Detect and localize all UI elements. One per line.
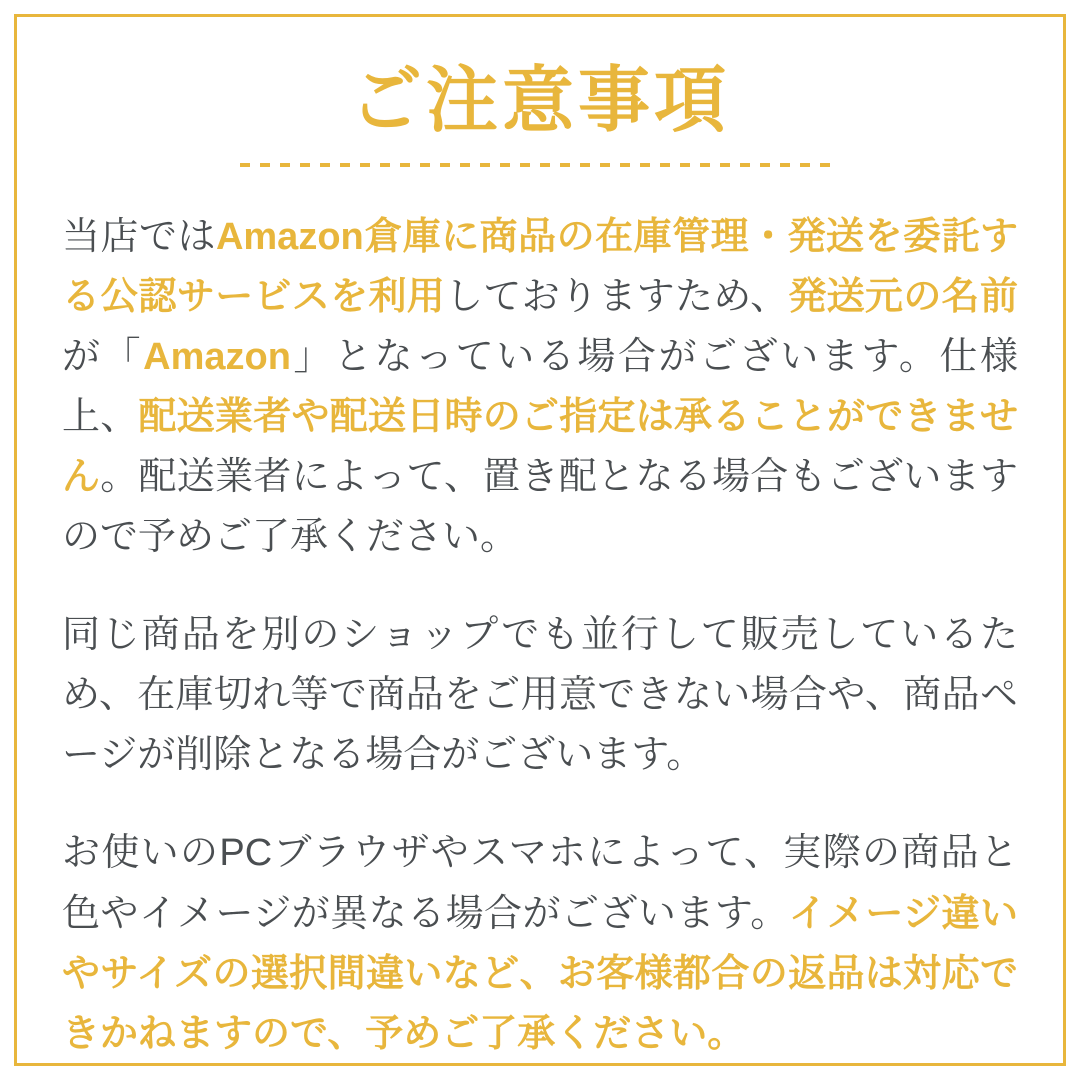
page-title: ご注意事項 — [349, 61, 730, 141]
text-run: Amazon倉庫に商品の在庫管理・発送を委託する公認サービスを利用 — [62, 216, 1018, 319]
text-run: Amazon — [143, 336, 291, 379]
paragraph-multi-shop-stock — [62, 605, 1018, 785]
text-run: お使いのPCブラウザやスマホによって、実際の商品と色やイメージが異なる場合がございます。 — [62, 832, 1018, 935]
notice-body — [62, 207, 1018, 1063]
notice-content — [62, 44, 1018, 1064]
text-run: しておりますため、 — [445, 276, 789, 319]
dotted-divider — [240, 163, 840, 167]
text-run: 配送業者や配送日時のご指定は承ることができません — [62, 396, 1018, 499]
paragraph-color-difference — [62, 823, 1018, 1063]
text-run: 」となっている場合がございます。仕様上、 — [62, 336, 1018, 439]
text-run: 同じ商品を別のショップでも並行して販売しているため、在庫切れ等で商品をご用意できない場合や、商品ページが削除となる場合がございます。 — [62, 614, 1018, 777]
text-run: が「 — [62, 336, 144, 379]
text-run: 当店では — [62, 216, 216, 259]
text-run: 発送元の名前 — [788, 276, 1018, 319]
text-run: イメージ違いやサイズの選択間違いなど、お客様都合の返品は対応できかねますので、予めご了承ください。 — [62, 892, 1018, 1055]
paragraph-amazon-fulfillment — [62, 207, 1018, 567]
text-run: 。配送業者によって、置き配となる場合もございますので予めご了承ください。 — [62, 456, 1018, 559]
